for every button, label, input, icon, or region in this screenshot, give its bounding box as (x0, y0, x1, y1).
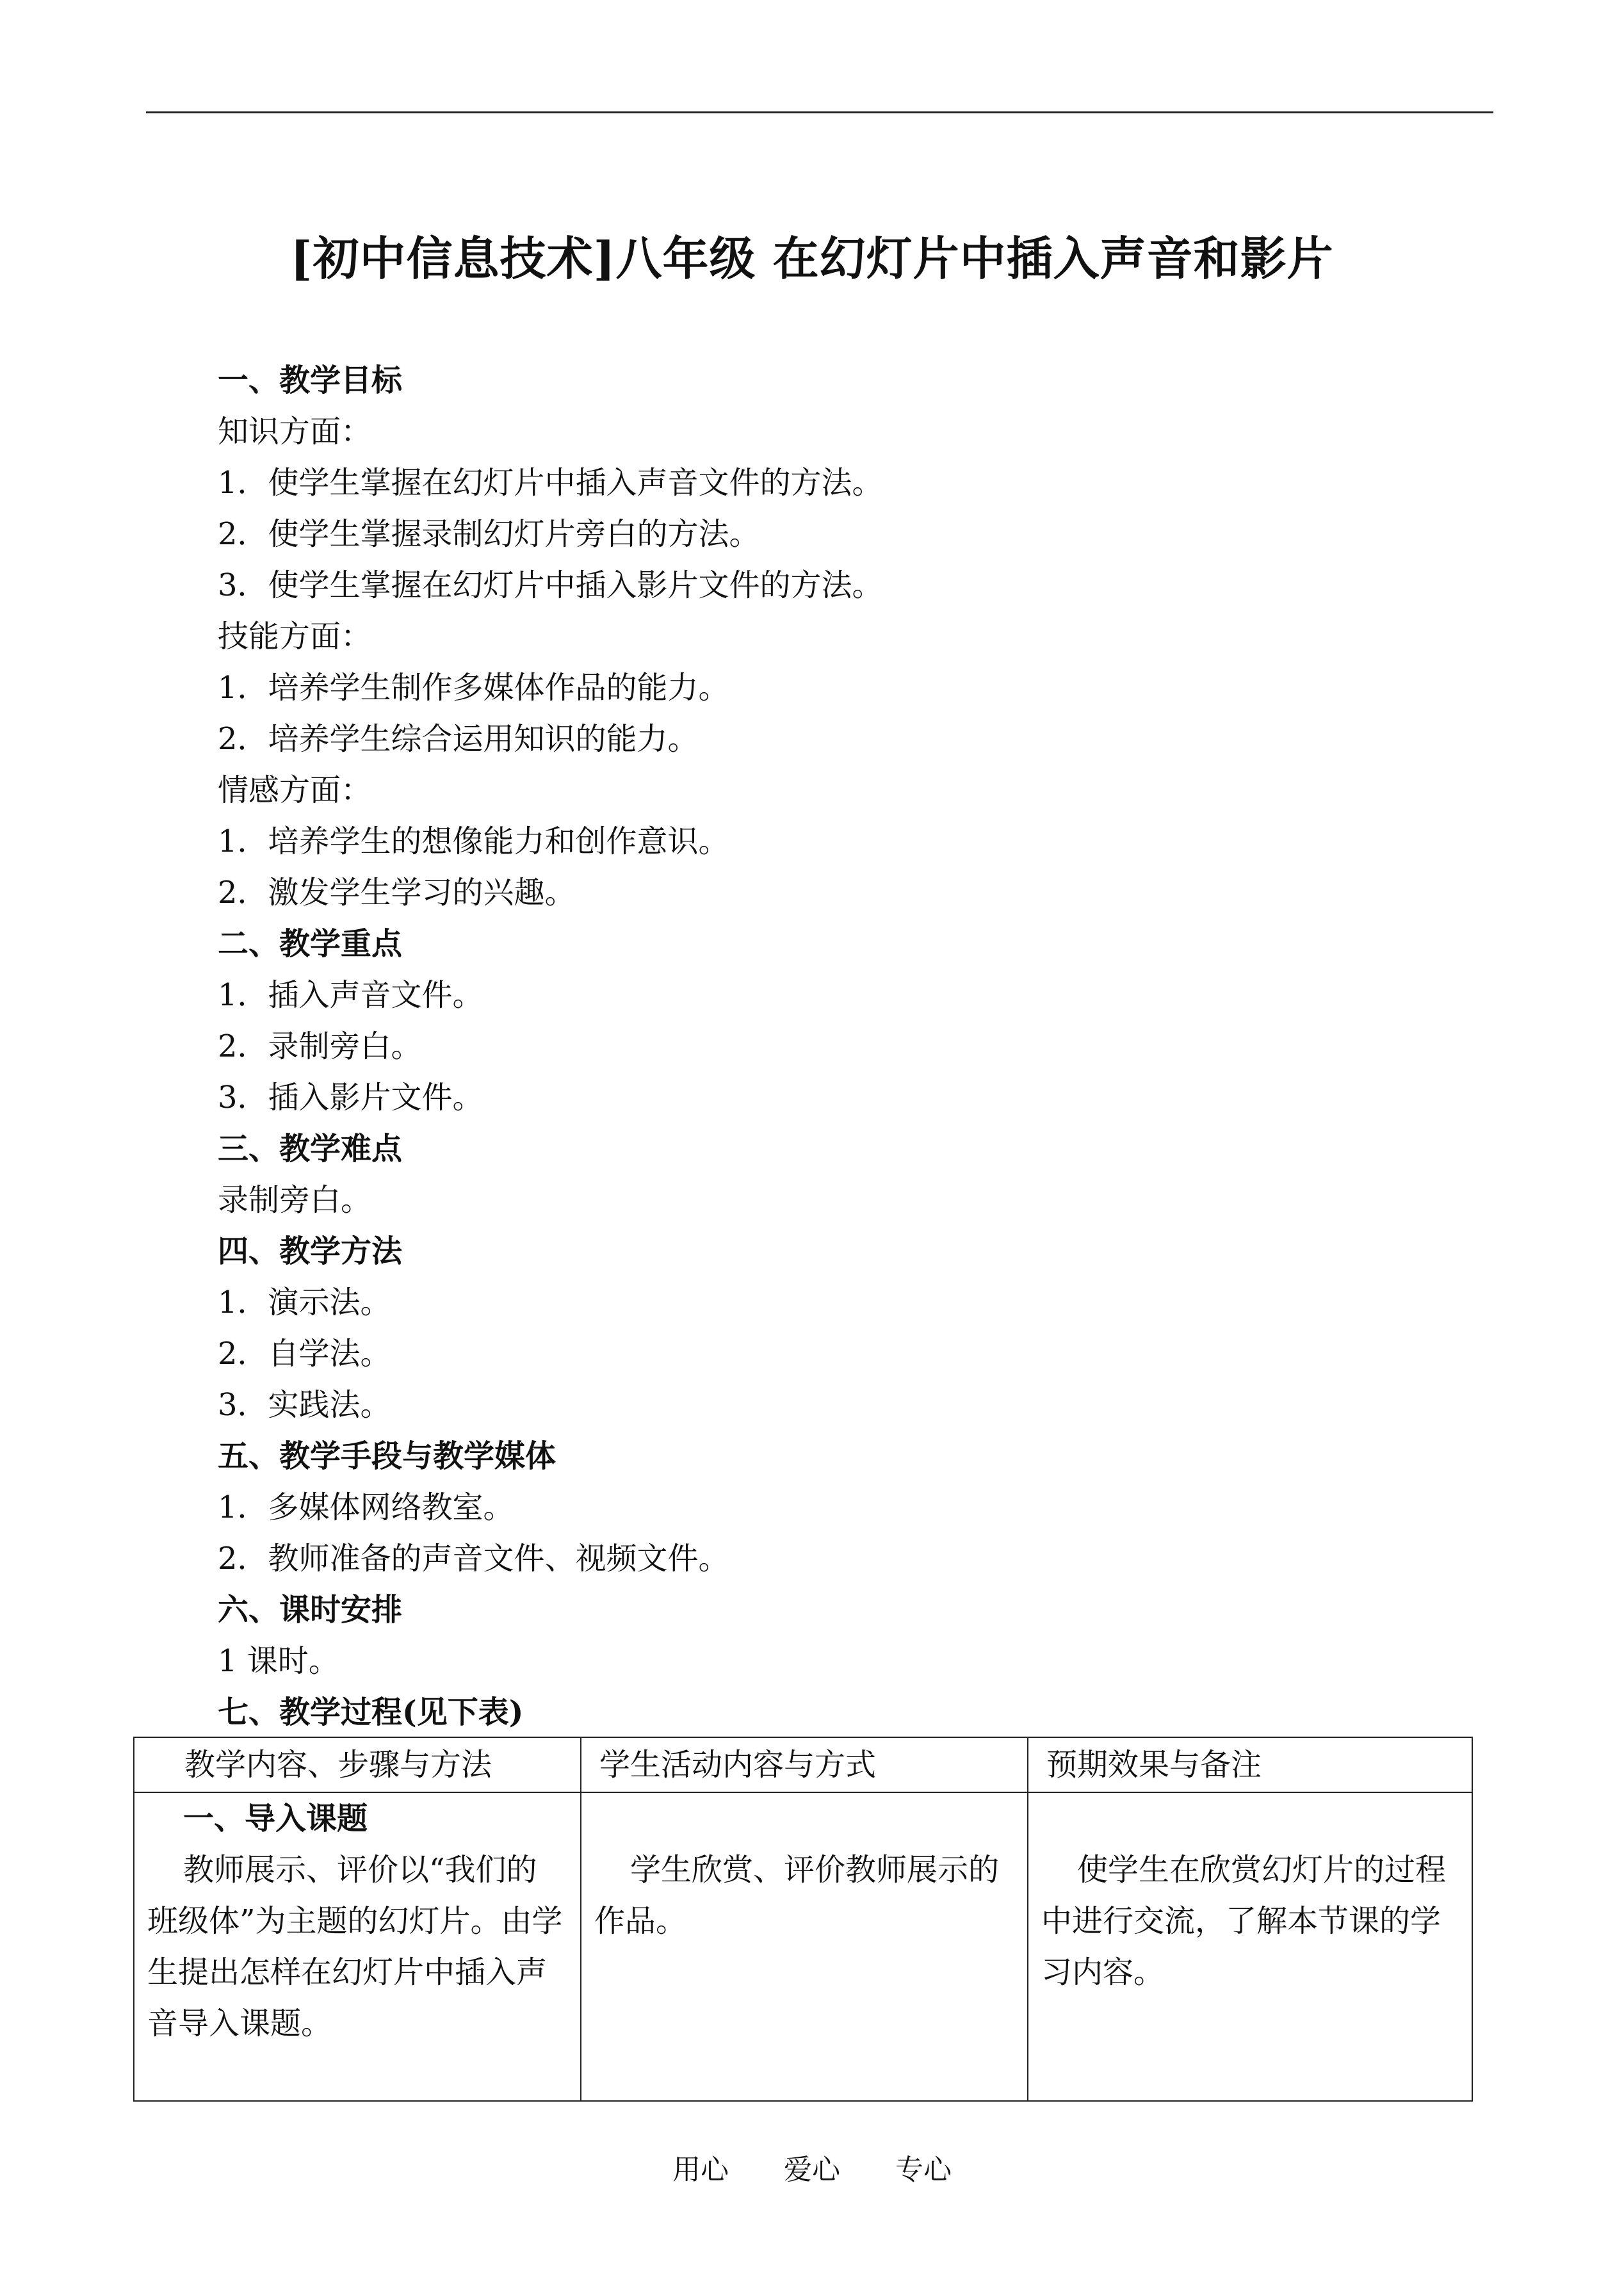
section-heading: 五、教学手段与教学媒体 (218, 1438, 556, 1474)
body-line: 1．使学生掌握在幻灯片中插入声音文件的方法。 (218, 465, 883, 501)
table-header-cell: 教学内容、步骤与方法 (134, 1737, 581, 1792)
teaching-process-table (133, 1737, 1473, 2102)
body-line: 3．实践法。 (218, 1387, 391, 1423)
page-footer (0, 2146, 1624, 2187)
body-line: 知识方面： (218, 414, 372, 450)
body-line: 1．培养学生的想像能力和创作意识。 (218, 823, 729, 859)
cell-heading: 一、导入课题 (183, 1801, 368, 1837)
body-line: 1．插入声音文件。 (218, 977, 483, 1013)
body-line: 情感方面： (218, 772, 372, 808)
cell-text: 使学生在欣赏幻灯片的过程中进行交流，了解本节课的学习内容。 (1041, 1852, 1447, 1990)
footer-word: 用心 (672, 2153, 729, 2186)
table-cell (581, 1792, 1028, 2101)
body-line: 1．演示法。 (218, 1285, 391, 1320)
section-heading: 六、课时安排 (218, 1592, 403, 1628)
cell-text: 教师展示、评价以“我们的班级体”为主题的幻灯片。由学生提出怎样在幻灯片中插入声音导入课题。 (147, 1852, 563, 2041)
header-rule (146, 111, 1493, 113)
body-line: 技能方面： (218, 619, 372, 654)
section-heading: 四、教学方法 (218, 1233, 403, 1269)
body-line: 2．教师准备的声音文件、视频文件。 (218, 1541, 729, 1577)
section-heading: 二、教学重点 (218, 926, 403, 962)
section-heading: 一、教学目标 (218, 362, 403, 398)
table-cell (134, 1792, 581, 2101)
table-header-cell: 预期效果与备注 (1028, 1737, 1472, 1792)
body-line: 2．激发学生学习的兴趣。 (218, 875, 576, 911)
body-line: 2．培养学生综合运用知识的能力。 (218, 721, 699, 757)
body-line: 1 课时。 (218, 1643, 339, 1679)
document-body (218, 355, 1434, 1738)
body-line: 录制旁白。 (218, 1182, 372, 1218)
table-row (134, 1792, 1472, 2101)
body-line: 3．插入影片文件。 (218, 1080, 483, 1115)
section-heading: 七、教学过程(见下表) (218, 1694, 524, 1730)
table-header-row (134, 1737, 1472, 1792)
body-line: 2．录制旁白。 (218, 1028, 422, 1064)
footer-word: 专心 (895, 2153, 952, 2186)
body-line: 1．多媒体网络教室。 (218, 1489, 514, 1525)
cell-text: 学生欣赏、评价教师展示的作品。 (594, 1852, 1000, 1939)
table-header-cell: 学生活动内容与方式 (581, 1737, 1028, 1792)
body-line: 2．自学法。 (218, 1336, 391, 1372)
body-line: 3．使学生掌握在幻灯片中插入影片文件的方法。 (218, 567, 883, 603)
document-title: [初中信息技术]八年级 在幻灯片中插入声音和影片 (290, 231, 1334, 286)
section-heading: 三、教学难点 (218, 1131, 403, 1167)
footer-word: 爱心 (784, 2153, 840, 2186)
body-line: 2．使学生掌握录制幻灯片旁白的方法。 (218, 516, 760, 552)
table-cell (1028, 1792, 1472, 2101)
body-line: 1．培养学生制作多媒体作品的能力。 (218, 670, 729, 706)
